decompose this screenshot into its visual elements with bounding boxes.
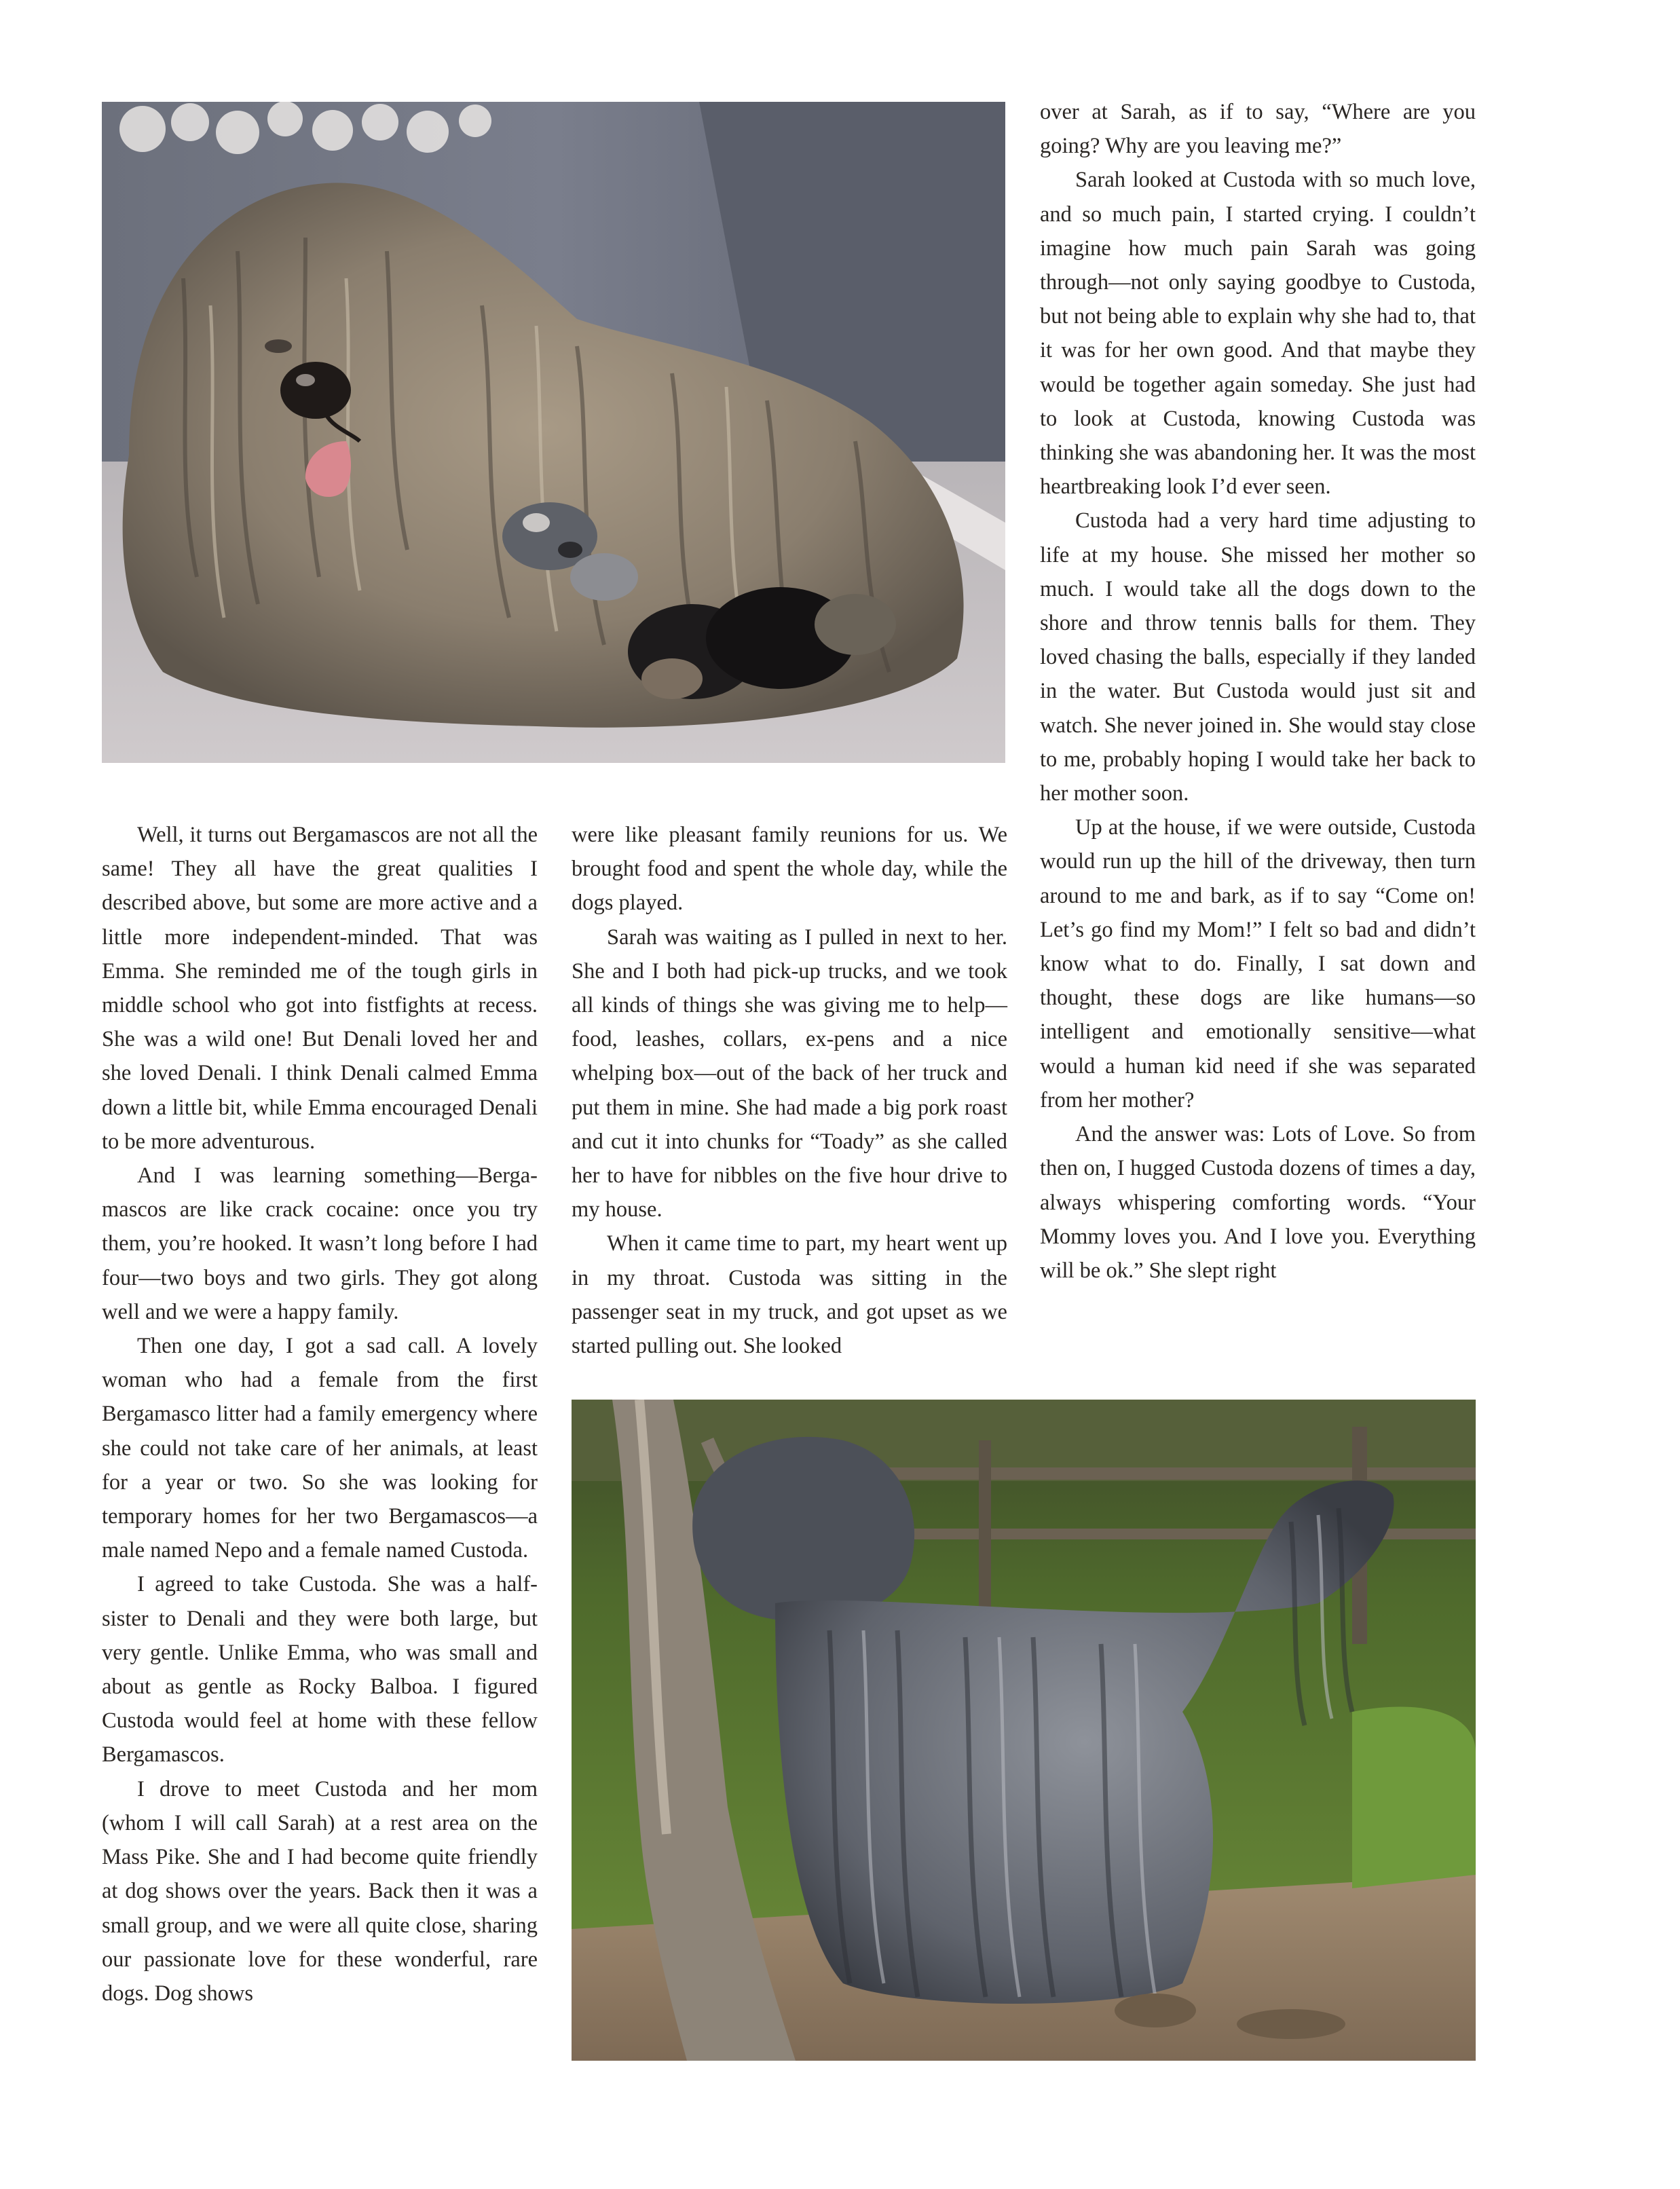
paragraph: Sarah looked at Custoda with so much love, and so much pain, I started crying. I couldn’t imagine how much pain Sarah was going through—not only saying goodbye to Custoda, but not being able to explain why she had to, that it was for her own good. And that maybe they would be together again someday. She just had to look at Custoda, knowing Custoda was thinking she was abandoning her. It was the most heartbreaking look I’d ever seen. [1040,168,1476,500]
paragraph: Custoda had a very hard time adjusting to life at my house. She missed her mother so much. I would take all the dogs down to the shore and throw tennis balls for them. They loved chasing the balls, especially if they landed in the water. But Custoda would just sit and watch. She never joined in. She would stay close to me, probably hoping I would take her back to her mother soon. [1040,508,1476,806]
paragraph: And the answer was: Lots of Love. So from then on, I hugged Custoda dozens of times a day, always whispering comforting words. “Your Mommy loves you. And I love you. Everything will be ok.” She slept right [1040,1122,1476,1283]
paragraph: I agreed to take Custoda. She was a half-sister to Denali and they were both large, but very gentle. Unlike Emma, who was small and about as gentle as Rocky Balboa. I figured Custoda would feel at home with these fellow Bergamascos. [102,1572,538,1767]
text-column-right [1040,95,1476,1288]
top-photo-illustration [102,102,1005,763]
paragraph: Well, it turns out Bergamascos are not all the same! They all have the great qualities I described above, but some are more active and a little more independent-minded. That was Emma. She reminded me of the tough girls in middle school who got into fistfights at recess. She was a wild one! But Denali loved her and she loved Denali. I think Denali calmed Emma down a little bit, while Emma encouraged Denali to be more adventurous. [102,823,538,1154]
paragraph: Sarah was waiting as I pulled in next to her. She and I both had pick-up trucks, and we took all kinds of things she was giving me to help—food, leashes, collars, ex-pens and a nice whelping box—out of the back of her truck and put them in mine. She had made a big pork roast and cut it into chunks for “Toady” as she called her to have for nibbles on the five hour drive to my house. [572,924,1007,1222]
paragraph: When it came time to part, my heart went up in my throat. Custoda was sitting in the passenger seat in my truck, and got upset as we started pulling out. She looked [572,1231,1007,1359]
paragraph: were like pleasant family reunions for us. We brought food and spent the whole day, while the dogs played. [572,823,1007,916]
paragraph: And I was learning something—Bergamascos are like crack cocaine: once you try them, you’re hooked. It wasn’t long before I had four—two boys and two girls. They got along well and we were a happy family. [102,1163,538,1324]
top-photo [102,102,1005,763]
text-column-left [102,818,538,2010]
paragraph: Up at the house, if we were outside, Custoda would run up the hill of the driveway, then turn around to me and bark, as if to say “Come on! Let’s go find my Mom!” I felt so bad and didn’t know what to do. Finally, I sat down and thought, these dogs are like humans—so intelligent and emotionally sensitive—what would a human kid need if she was separated from her mother? [1040,815,1476,1112]
text-column-middle [572,818,1007,1363]
bottom-photo-illustration [572,1400,1476,2061]
paragraph: Then one day, I got a sad call. A lovely woman who had a female from the first Bergamasco litter had a family emergency where she could not take care of her animals, at least for a year or two. So she was looking for temporary homes for her two Bergamascos—a male named Nepo and a female named Custoda. [102,1334,538,1563]
paragraph: over at Sarah, as if to say, “Where are you going? Why are you leaving me?” [1040,100,1476,159]
bottom-photo [572,1400,1476,2061]
paragraph: I drove to meet Custoda and her mom (whom I will call Sarah) at a rest area on the Mass Pike. She and I had become quite friendly at dog shows over the years. Back then it was a small group, and we were all quite close, sharing our passionate love for these wonderful, rare dogs. Dog shows [102,1776,538,2006]
